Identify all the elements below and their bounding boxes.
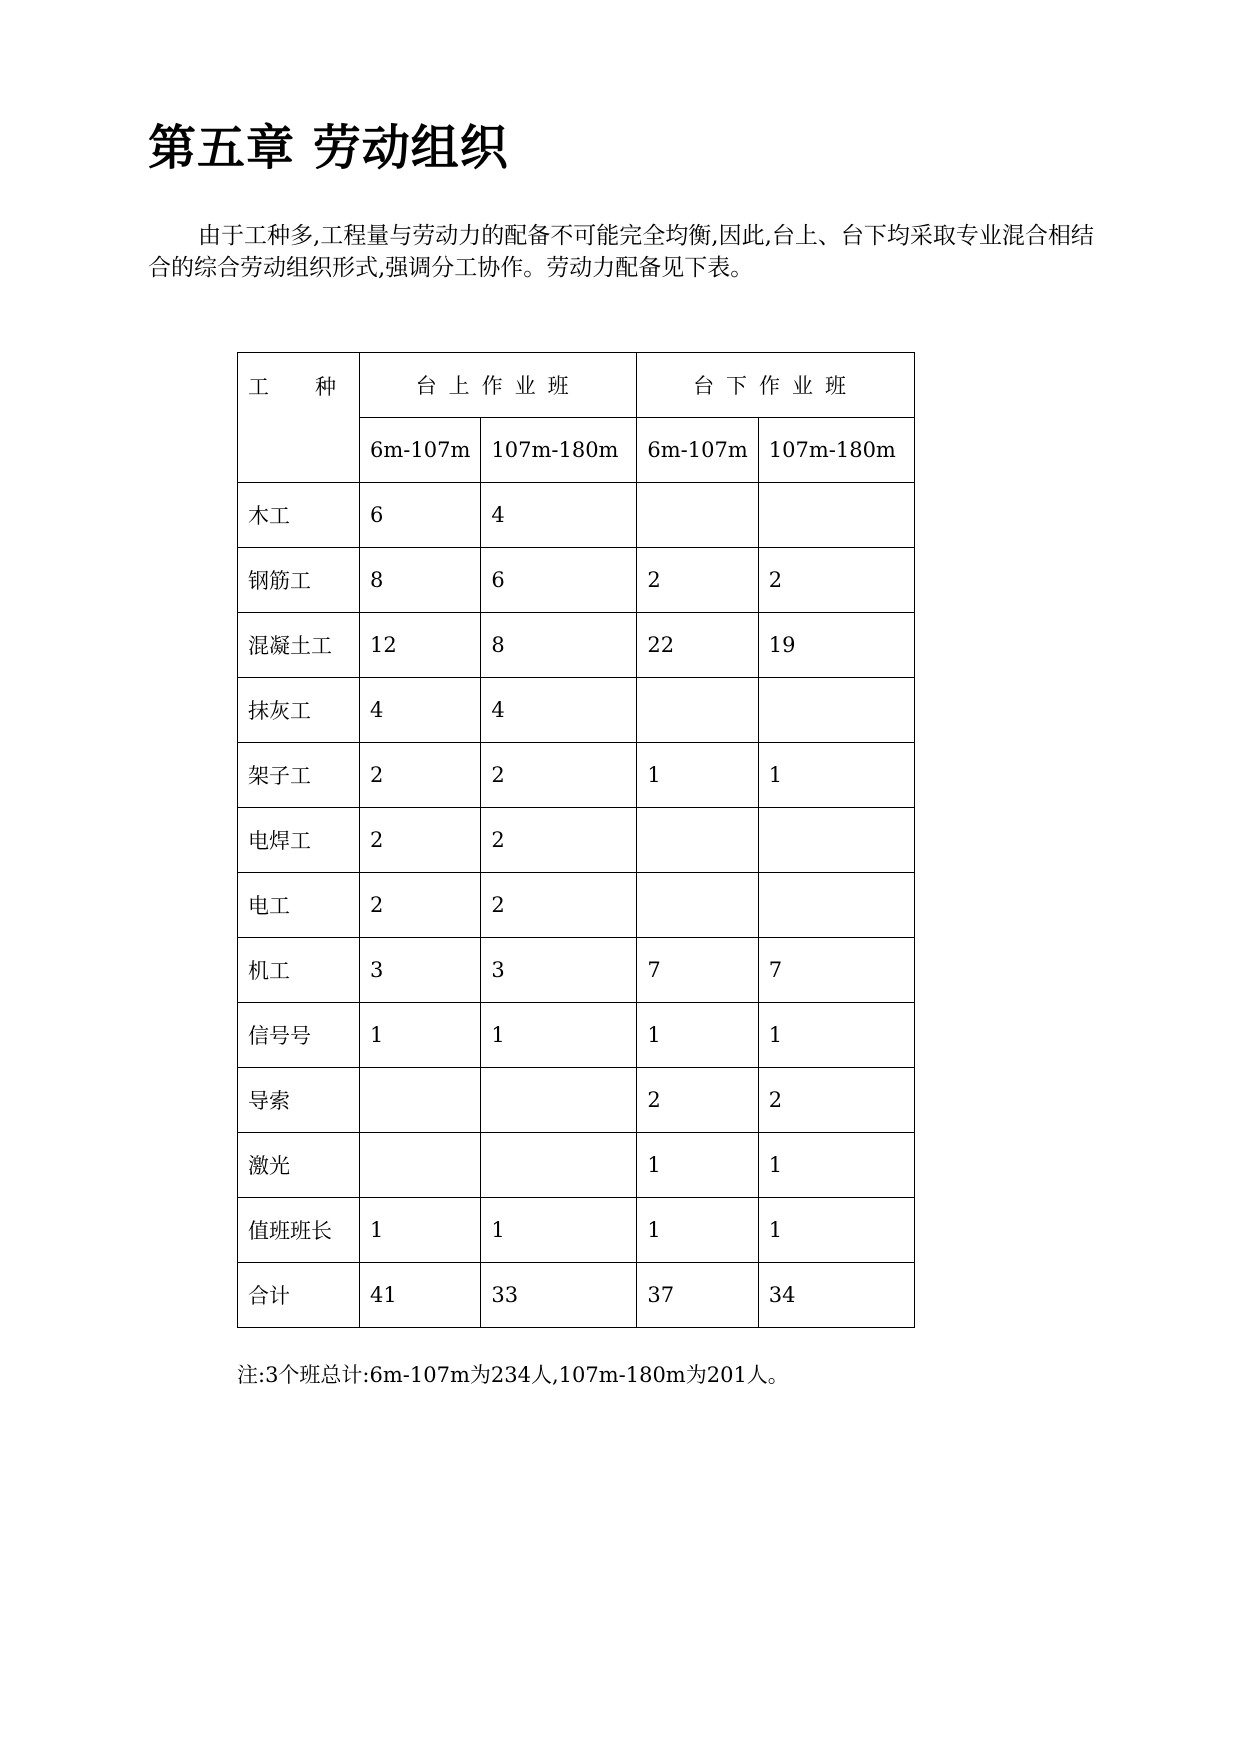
value-cell: 2 (637, 548, 758, 613)
value-cell: 1 (637, 1198, 758, 1263)
value-cell (637, 873, 758, 938)
value-cell (360, 1068, 481, 1133)
table-row (238, 743, 915, 808)
trade-cell: 值班班长 (238, 1198, 360, 1263)
value-cell: 2 (637, 1068, 758, 1133)
table-row (238, 1198, 915, 1263)
value-cell: 1 (481, 1003, 637, 1068)
value-cell (758, 873, 914, 938)
table-row (238, 1263, 915, 1328)
value-cell: 8 (360, 548, 481, 613)
value-cell (758, 678, 914, 743)
value-cell: 2 (481, 873, 637, 938)
value-cell: 8 (481, 613, 637, 678)
value-cell: 34 (758, 1263, 914, 1328)
table-row (238, 1068, 915, 1133)
chapter-title: 第五章 劳动组织 (148, 120, 509, 176)
value-cell: 33 (481, 1263, 637, 1328)
table-row (238, 1133, 915, 1198)
trade-cell: 信号号 (238, 1003, 360, 1068)
labor-allocation-table (237, 352, 915, 1328)
value-cell (637, 483, 758, 548)
value-cell: 19 (758, 613, 914, 678)
trade-cell: 导索 (238, 1068, 360, 1133)
range-header: 107m-180m (758, 418, 914, 483)
value-cell (758, 483, 914, 548)
trade-header-part2: 种 (315, 375, 336, 399)
value-cell (481, 1068, 637, 1133)
table-header-row (238, 353, 915, 418)
value-cell: 2 (481, 808, 637, 873)
range-header: 6m-107m (637, 418, 758, 483)
value-cell (360, 1133, 481, 1198)
trade-cell: 架子工 (238, 743, 360, 808)
value-cell: 12 (360, 613, 481, 678)
value-cell: 2 (758, 548, 914, 613)
trade-cell: 激光 (238, 1133, 360, 1198)
trade-header-part1: 工 (248, 375, 269, 399)
table-note: 注:3个班总计:6m-107m为234人,107m-180m为201人。 (237, 1363, 789, 1387)
value-cell: 37 (637, 1263, 758, 1328)
value-cell: 2 (360, 808, 481, 873)
intro-paragraph: 由于工种多,工程量与劳动力的配备不可能完全均衡,因此,台上、台下均采取专业混合相结合的综合劳动组织形式,强调分工协作。劳动力配备见下表。 (148, 223, 1094, 281)
value-cell: 41 (360, 1263, 481, 1328)
value-cell (758, 808, 914, 873)
table-row (238, 808, 915, 873)
value-cell: 6 (481, 548, 637, 613)
value-cell: 1 (360, 1198, 481, 1263)
value-cell (637, 678, 758, 743)
table-row (238, 938, 915, 1003)
value-cell: 1 (758, 1133, 914, 1198)
upper-shift-header: 台上作业班 (360, 353, 637, 418)
value-cell: 1 (637, 1133, 758, 1198)
trade-cell: 机工 (238, 938, 360, 1003)
value-cell: 7 (758, 938, 914, 1003)
value-cell: 1 (758, 1198, 914, 1263)
value-cell: 2 (360, 743, 481, 808)
value-cell: 4 (481, 678, 637, 743)
trade-cell: 钢筋工 (238, 548, 360, 613)
trade-column-header (238, 353, 360, 483)
trade-cell: 电工 (238, 873, 360, 938)
lower-shift-header: 台下作业班 (637, 353, 914, 418)
table-row (238, 873, 915, 938)
value-cell: 7 (637, 938, 758, 1003)
value-cell: 1 (758, 1003, 914, 1068)
value-cell: 1 (758, 743, 914, 808)
value-cell: 4 (360, 678, 481, 743)
table-row (238, 1003, 915, 1068)
value-cell: 2 (481, 743, 637, 808)
table-row (238, 483, 915, 548)
value-cell: 4 (481, 483, 637, 548)
value-cell (481, 1133, 637, 1198)
value-cell: 1 (481, 1198, 637, 1263)
trade-cell: 抹灰工 (238, 678, 360, 743)
table-row (238, 678, 915, 743)
value-cell: 1 (637, 1003, 758, 1068)
table-row (238, 613, 915, 678)
range-header: 6m-107m (360, 418, 481, 483)
value-cell: 3 (481, 938, 637, 1003)
trade-cell: 混凝土工 (238, 613, 360, 678)
range-header: 107m-180m (481, 418, 637, 483)
trade-cell: 合计 (238, 1263, 360, 1328)
value-cell: 22 (637, 613, 758, 678)
trade-cell: 木工 (238, 483, 360, 548)
value-cell: 2 (360, 873, 481, 938)
value-cell: 1 (360, 1003, 481, 1068)
value-cell: 1 (637, 743, 758, 808)
value-cell (637, 808, 758, 873)
trade-cell: 电焊工 (238, 808, 360, 873)
value-cell: 6 (360, 483, 481, 548)
table-row (238, 548, 915, 613)
value-cell: 3 (360, 938, 481, 1003)
value-cell: 2 (758, 1068, 914, 1133)
